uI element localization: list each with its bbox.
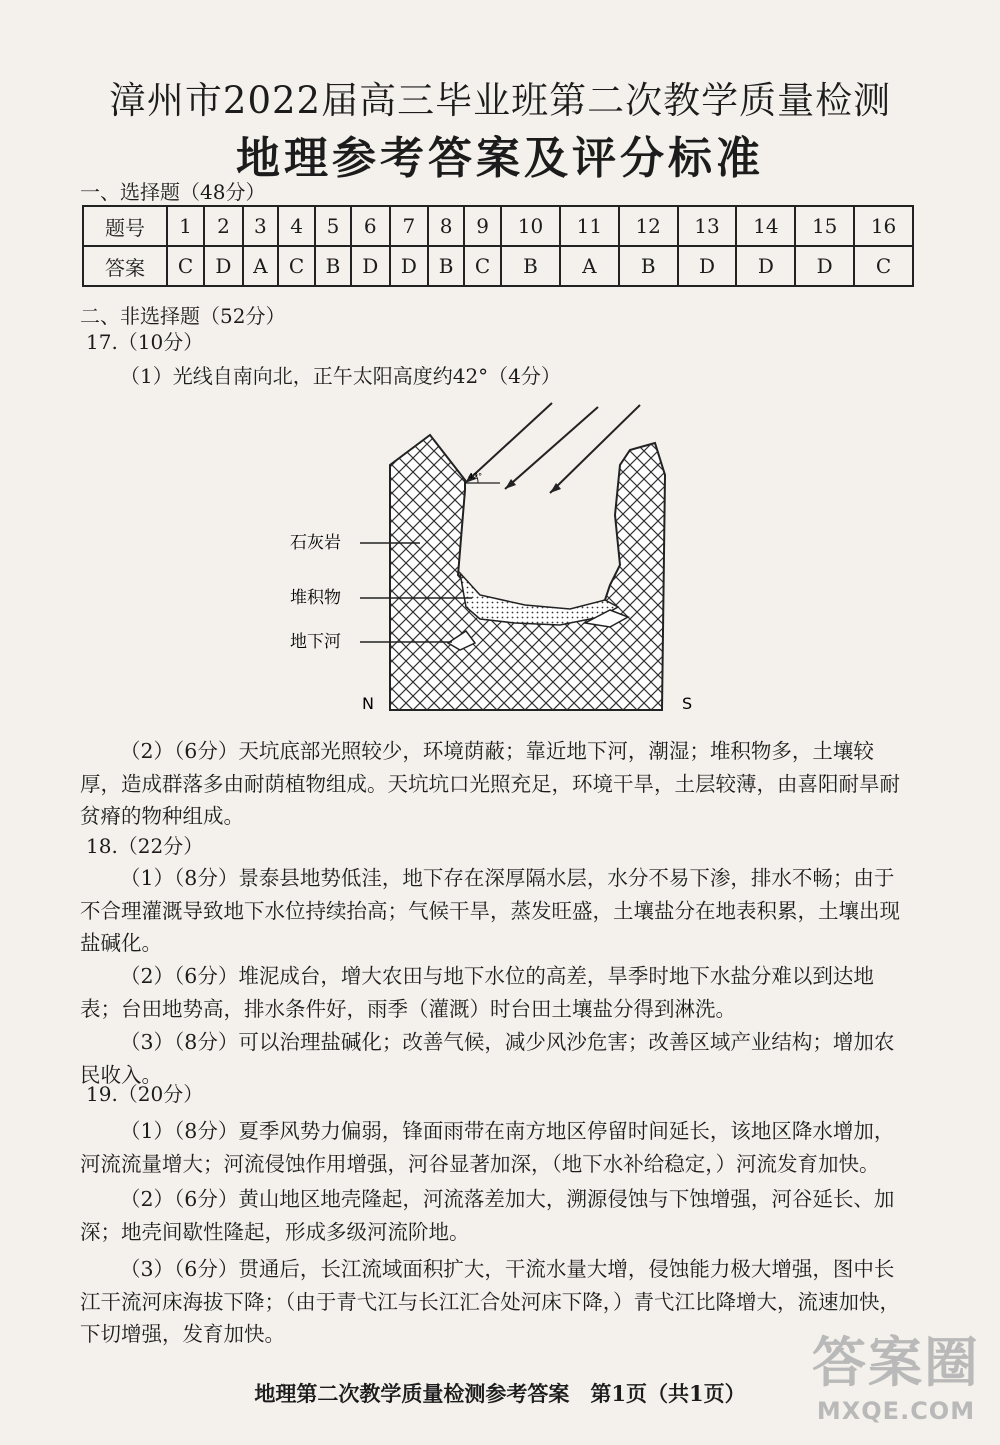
section2-heading: 二、非选择题（52分） [80,304,286,328]
label-limestone: 石灰岩 [290,533,341,553]
sun-ray-1 [465,403,552,483]
text-line: （3）（6分）贯通后，长江流域面积扩大，干流水量大增，侵蚀能力极大增强，图中长 [120,1257,895,1281]
question-number-cell: 10 [501,206,560,246]
q17-label: 17.（10分） [86,330,204,354]
question-number-cell: 13 [678,206,737,246]
watermark [812,1320,980,1425]
page-footer: 地理第二次教学质量检测参考答案 第1页（共1页） [254,1381,746,1406]
text-line: （2）（6分）黄山地区地壳隆起，河流落差加大，溯源侵蚀与下蚀增强，河谷延长、加 [120,1187,895,1211]
question-number-cell: 5 [315,206,351,246]
question-number-cell: 2 [204,206,243,246]
answer-cell: D [678,246,737,286]
label-underground-river: 地下河 [290,632,341,652]
text-line: （3）（8分）可以治理盐碱化；改善气候，减少风沙危害；改善区域产业结构；增加农 [120,1030,895,1054]
text-line: 表；台田地势高，排水条件好，雨季（灌溉）时台田土壤盐分得到淋洗。 [80,996,736,1021]
question-number-cell: 15 [795,206,854,246]
answer-cell: B [619,246,678,286]
answer-table [82,205,914,287]
row-header-question: 题号 [83,206,167,246]
question-number-cell: 12 [619,206,678,246]
question-number-cell: 1 [167,206,204,246]
q19-part1 [80,1115,925,1180]
text-line: 不合理灌溉导致地下水位持续抬高；气候干旱，蒸发旺盛，土壤盐分在地表积累，土壤出现 [80,898,900,923]
text-line: 河流流量增大；河流侵蚀作用增强，河谷显著加深，（地下水补给稳定，）河流发育加快。 [80,1151,880,1176]
q17-part2 [80,735,925,833]
text-line: 厚，造成群落多由耐荫植物组成。天坑坑口光照充足，环境干旱，土层较薄，由喜阳耐旱耐 [80,771,900,796]
text-line: 贫瘠的物种组成。 [80,804,244,828]
answer-cell: D [351,246,390,286]
answer-cell: C [278,246,315,286]
doline-cross-section-diagram [280,395,720,725]
answer-cell: B [501,246,560,286]
exam-title: 漳州市2022届高三毕业班第二次教学质量检测 [108,79,892,122]
q19-label: 19.（20分） [86,1082,204,1106]
question-number-cell: 16 [854,206,913,246]
q18-label: 18.（22分） [86,834,204,858]
q19-part3 [80,1253,925,1351]
q18-part2 [80,960,925,1025]
answer-cell: A [560,246,619,286]
answer-cell: B [315,246,351,286]
question-number-cell: 14 [736,206,795,246]
question-number-cell: 4 [278,206,315,246]
sediment-layer [460,573,618,625]
q18-part3 [80,1026,925,1091]
question-number-row [83,206,913,246]
answer-cell: D [204,246,243,286]
question-number-cell: 6 [351,206,390,246]
answer-cell: B [428,246,464,286]
answer-cell: C [464,246,501,286]
question-number-cell: 8 [428,206,464,246]
q18-part1 [80,862,925,960]
document-title: 地理参考答案及评分标准 [236,133,764,184]
text-line: （2）（6分）堆泥成台，增大农田与地下水位的高差，旱季时地下水盐分难以到达地 [120,964,874,988]
answer-cell: A [243,246,278,286]
question-number-cell: 7 [390,206,429,246]
answer-cell: C [167,246,204,286]
section1-heading: 一、选择题（48分） [80,180,266,204]
text-line: 江干流河床海拔下降；（由于青弋江与长江汇合处河床下降，）青弋江比降增大，流速加快， [80,1289,900,1314]
label-north: N [362,694,374,713]
text-line: （2）（6分）天坑底部光照较少，环境荫蔽；靠近地下河，潮湿；堆积物多，土壤较 [120,739,874,763]
text-line: 深；地壳间歇性隆起，形成多级河流阶地。 [80,1219,470,1244]
watermark-logo: 答案圈 [812,1331,980,1394]
text-line: （1）（8分）夏季风势力偏弱，锋面雨带在南方地区停留时间延长，该地区降水增加， [120,1119,895,1143]
question-number-cell: 3 [243,206,278,246]
angle-label: 42° [468,472,483,481]
answer-cell: C [854,246,913,286]
limestone-body [390,435,665,710]
question-number-cell: 11 [560,206,619,246]
label-sediment: 堆积物 [290,588,341,608]
label-south: S [682,694,693,713]
q17-part1: （1）光线自南向北，正午太阳高度约42°（4分） [120,364,561,388]
question-number-cell: 9 [464,206,501,246]
answer-cell: D [795,246,854,286]
q19-part2 [80,1183,925,1248]
sun-ray-2 [505,407,598,489]
text-line: 民收入。 [80,1062,162,1087]
answer-cell: D [390,246,429,286]
text-line: （1）（8分）景泰县地势低洼，地下存在深厚隔水层，水分不易下渗，排水不畅；由于 [120,866,895,890]
text-line: 下切增强，发育加快。 [80,1322,285,1346]
answer-cell: D [736,246,795,286]
watermark-url: MXQE.COM [816,1397,976,1425]
text-line: 盐碱化。 [80,931,162,955]
row-header-answer: 答案 [83,246,167,286]
answer-row [83,246,913,286]
